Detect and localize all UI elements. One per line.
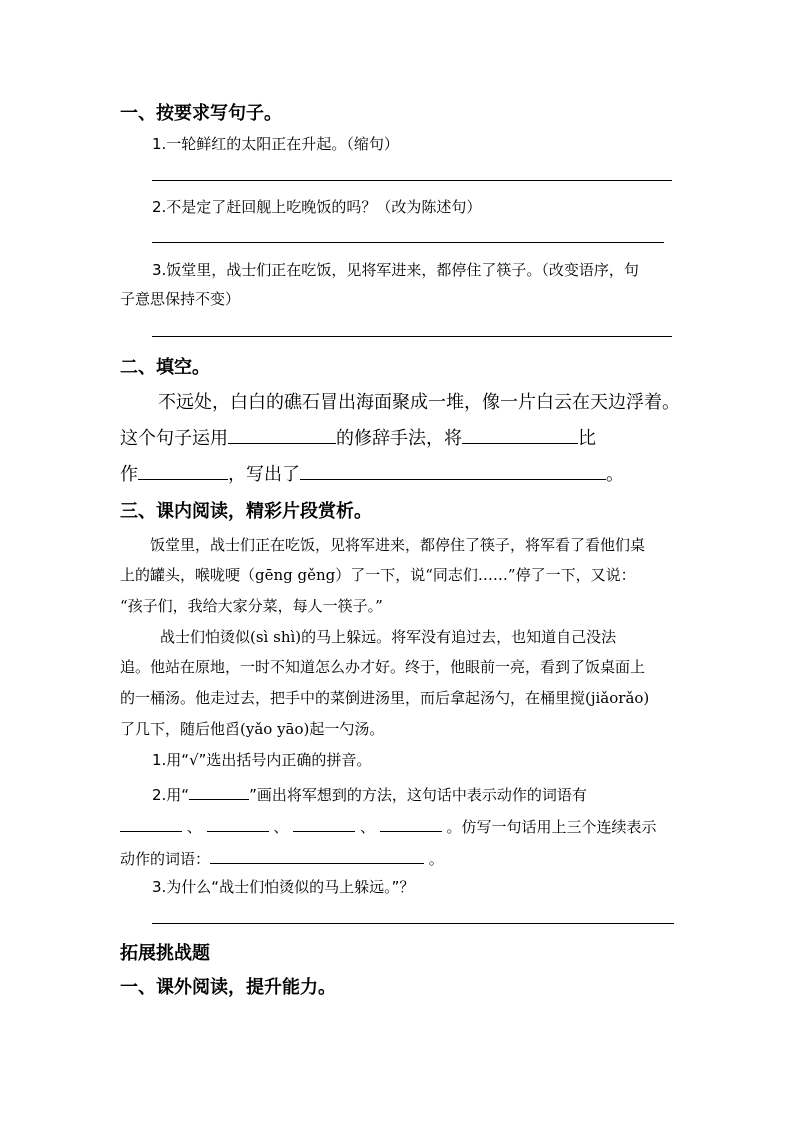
blank-compare-object[interactable]	[138, 461, 228, 480]
blank-verb-1[interactable]	[120, 813, 182, 832]
blank-description[interactable]	[300, 461, 606, 480]
answer-line-1-2[interactable]	[152, 242, 664, 243]
fill-line-3: 作 ，写出了 。	[120, 460, 624, 486]
question-3-2-line2: 、 、 、 。仿写一句话用上三个连续表示	[120, 813, 657, 837]
question-1-2: 2.不是定了赶回舰上吃晚饭的吗？（改为陈述句）	[152, 198, 482, 216]
answer-line-1-3[interactable]	[152, 336, 672, 337]
section-2-title: 二、填空。	[120, 357, 210, 378]
underline-sample	[189, 781, 249, 800]
blank-imitation-sentence[interactable]	[210, 845, 424, 864]
question-3-2-line1: 2.用“ ”画出将军想到的方法，这句话中表示动作的词语有	[152, 781, 587, 805]
blank-verb-2[interactable]	[207, 813, 269, 832]
section-3-title: 三、课内阅读，精彩片段赏析。	[120, 501, 372, 522]
passage-p1-line2: 上的罐头，喉咙哽（gēng gěng）了一下，说“同志们……”停了一下，又说：	[120, 566, 636, 584]
question-3-3: 3.为什么“战士们怕烫似的马上躲远。”？	[152, 878, 415, 896]
question-1-3-line1: 3.饭堂里，战士们正在吃饭，见将军进来，都停住了筷子。（改变语序，句	[152, 261, 639, 279]
extension-section-1-title: 一、课外阅读，提升能力。	[120, 977, 336, 998]
blank-compare-subject[interactable]	[462, 425, 578, 444]
passage-p1-line3: “孩子们，我给大家分菜，每人一筷子。”	[120, 597, 383, 615]
passage-p1-line1: 饭堂里，战士们正在吃饭，见将军进来，都停住了筷子，将军看了看他们桌	[150, 536, 646, 554]
question-1-1: 1.一轮鲜红的太阳正在升起。（缩句）	[152, 135, 399, 153]
answer-line-3-3[interactable]	[152, 923, 674, 924]
section-1-title: 一、按要求写句子。	[120, 103, 282, 124]
answer-line-1-1[interactable]	[152, 180, 672, 181]
passage-p2-line3: 的一桶汤。他走过去，把手中的菜倒进汤里，而后拿起汤勺，在桶里搅(jiǎorǎo)	[120, 689, 650, 707]
passage-p2-line2: 追。他站在原地，一时不知道怎么办才好。终于，他眼前一亮，看到了饭桌面上	[120, 658, 646, 676]
fill-sentence: 不远处，白白的礁石冒出海面聚成一堆，像一片白云在天边浮着。	[158, 392, 680, 413]
passage-p2-line4: 了几下，随后他舀(yǎo yāo)起一勺汤。	[120, 720, 385, 738]
blank-rhetoric[interactable]	[228, 425, 336, 444]
fill-line-2: 这个句子运用 的修辞手法，将 比	[120, 424, 596, 450]
blank-verb-3[interactable]	[293, 813, 355, 832]
blank-verb-4[interactable]	[380, 813, 442, 832]
extension-title: 拓展挑战题	[120, 943, 210, 964]
passage-p2-line1: 战士们怕烫似(sì shì)的马上躲远。将军没有追过去，也知道自己没法	[160, 628, 617, 646]
question-3-1: 1.用“√”选出括号内正确的拼音。	[152, 751, 372, 769]
question-1-3-line2: 子意思保持不变）	[120, 290, 241, 308]
question-3-2-line3: 动作的词语： 。	[120, 845, 444, 869]
